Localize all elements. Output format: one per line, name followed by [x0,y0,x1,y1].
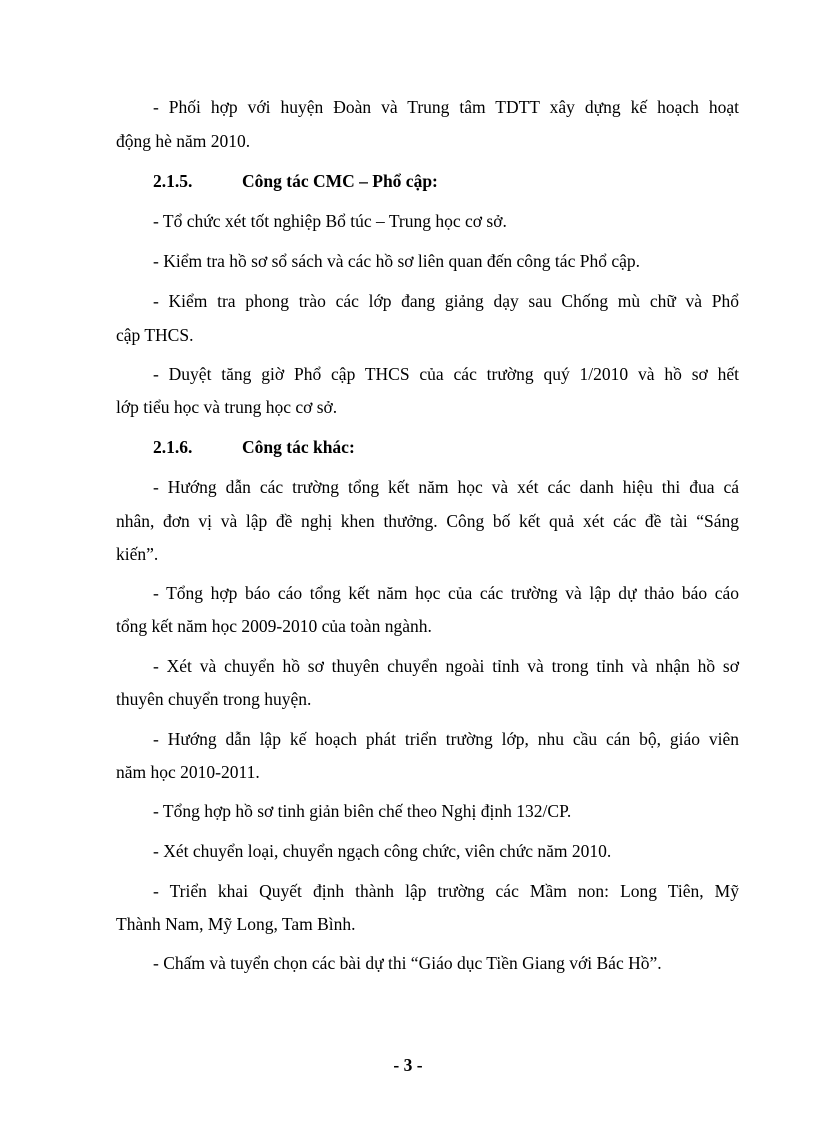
paragraph-line: năm học 2010-2011. [116,762,260,782]
paragraph-line: - Xét và chuyển hồ sơ thuyên chuyển ngoài tỉnh và trong tỉnh và nhận hồ sơ [153,656,739,676]
paragraph-line: lớp tiểu học và trung học cơ sở. [116,397,338,417]
paragraph-line: động hè năm 2010. [116,131,251,151]
paragraph-line: - Tổng hợp báo cáo tổng kết năm học của các trường và lập dự thảo báo cáo [153,583,739,603]
paragraph-line: - Triển khai Quyết định thành lập trường các Mầm non: Long Tiên, Mỹ [153,881,739,901]
section-heading [153,436,739,458]
paragraph-line: nhân, đơn vị và lập đề nghị khen thưởng. Công bố kết quả xét các đề tài “Sáng [116,511,739,531]
paragraph-line: - Hướng dẫn các trường tổng kết năm học và xét các danh hiệu thi đua cá [153,477,739,497]
paragraph-line: cập THCS. [116,325,194,345]
paragraph-line: thuyên chuyển trong huyện. [116,689,312,709]
paragraph-line: - Kiểm tra hồ sơ sổ sách và các hồ sơ liên quan đến công tác Phổ cập. [153,251,640,271]
paragraph-line: - Hướng dẫn lập kế hoạch phát triển trường lớp, nhu cầu cán bộ, giáo viên [153,729,739,749]
page-number: - 3 - [393,1055,423,1075]
paragraph-line: - Xét chuyển loại, chuyển ngạch công chức, viên chức năm 2010. [153,841,612,861]
paragraph-line: - Duyệt tăng giờ Phổ cập THCS của các trường quý 1/2010 và hồ sơ hết [153,364,739,384]
paragraph-line: Thành Nam, Mỹ Long, Tam Bình. [116,914,356,934]
section-heading [153,170,739,192]
section-title: Công tác CMC – Phổ cập: [242,171,438,191]
paragraph-line: - Kiểm tra phong trào các lớp đang giảng dạy sau Chống mù chữ và Phổ [153,291,739,311]
paragraph-line: tổng kết năm học 2009-2010 của toàn ngành. [116,616,432,636]
paragraph-line: - Tổng hợp hồ sơ tinh giản biên chế theo Nghị định 132/CP. [153,801,572,821]
paragraph-line: - Phối hợp với huyện Đoàn và Trung tâm TDTT xây dựng kế hoạch hoạt [153,97,739,117]
paragraph-line: kiến”. [116,544,159,564]
paragraph-line: - Tổ chức xét tốt nghiệp Bổ túc – Trung học cơ sở. [153,211,507,231]
section-title: Công tác khác: [242,437,355,457]
section-number: 2.1.5. [153,171,193,191]
paragraph-line: - Chấm và tuyển chọn các bài dự thi “Giáo dục Tiền Giang với Bác Hồ”. [153,953,662,973]
section-number: 2.1.6. [153,437,193,457]
